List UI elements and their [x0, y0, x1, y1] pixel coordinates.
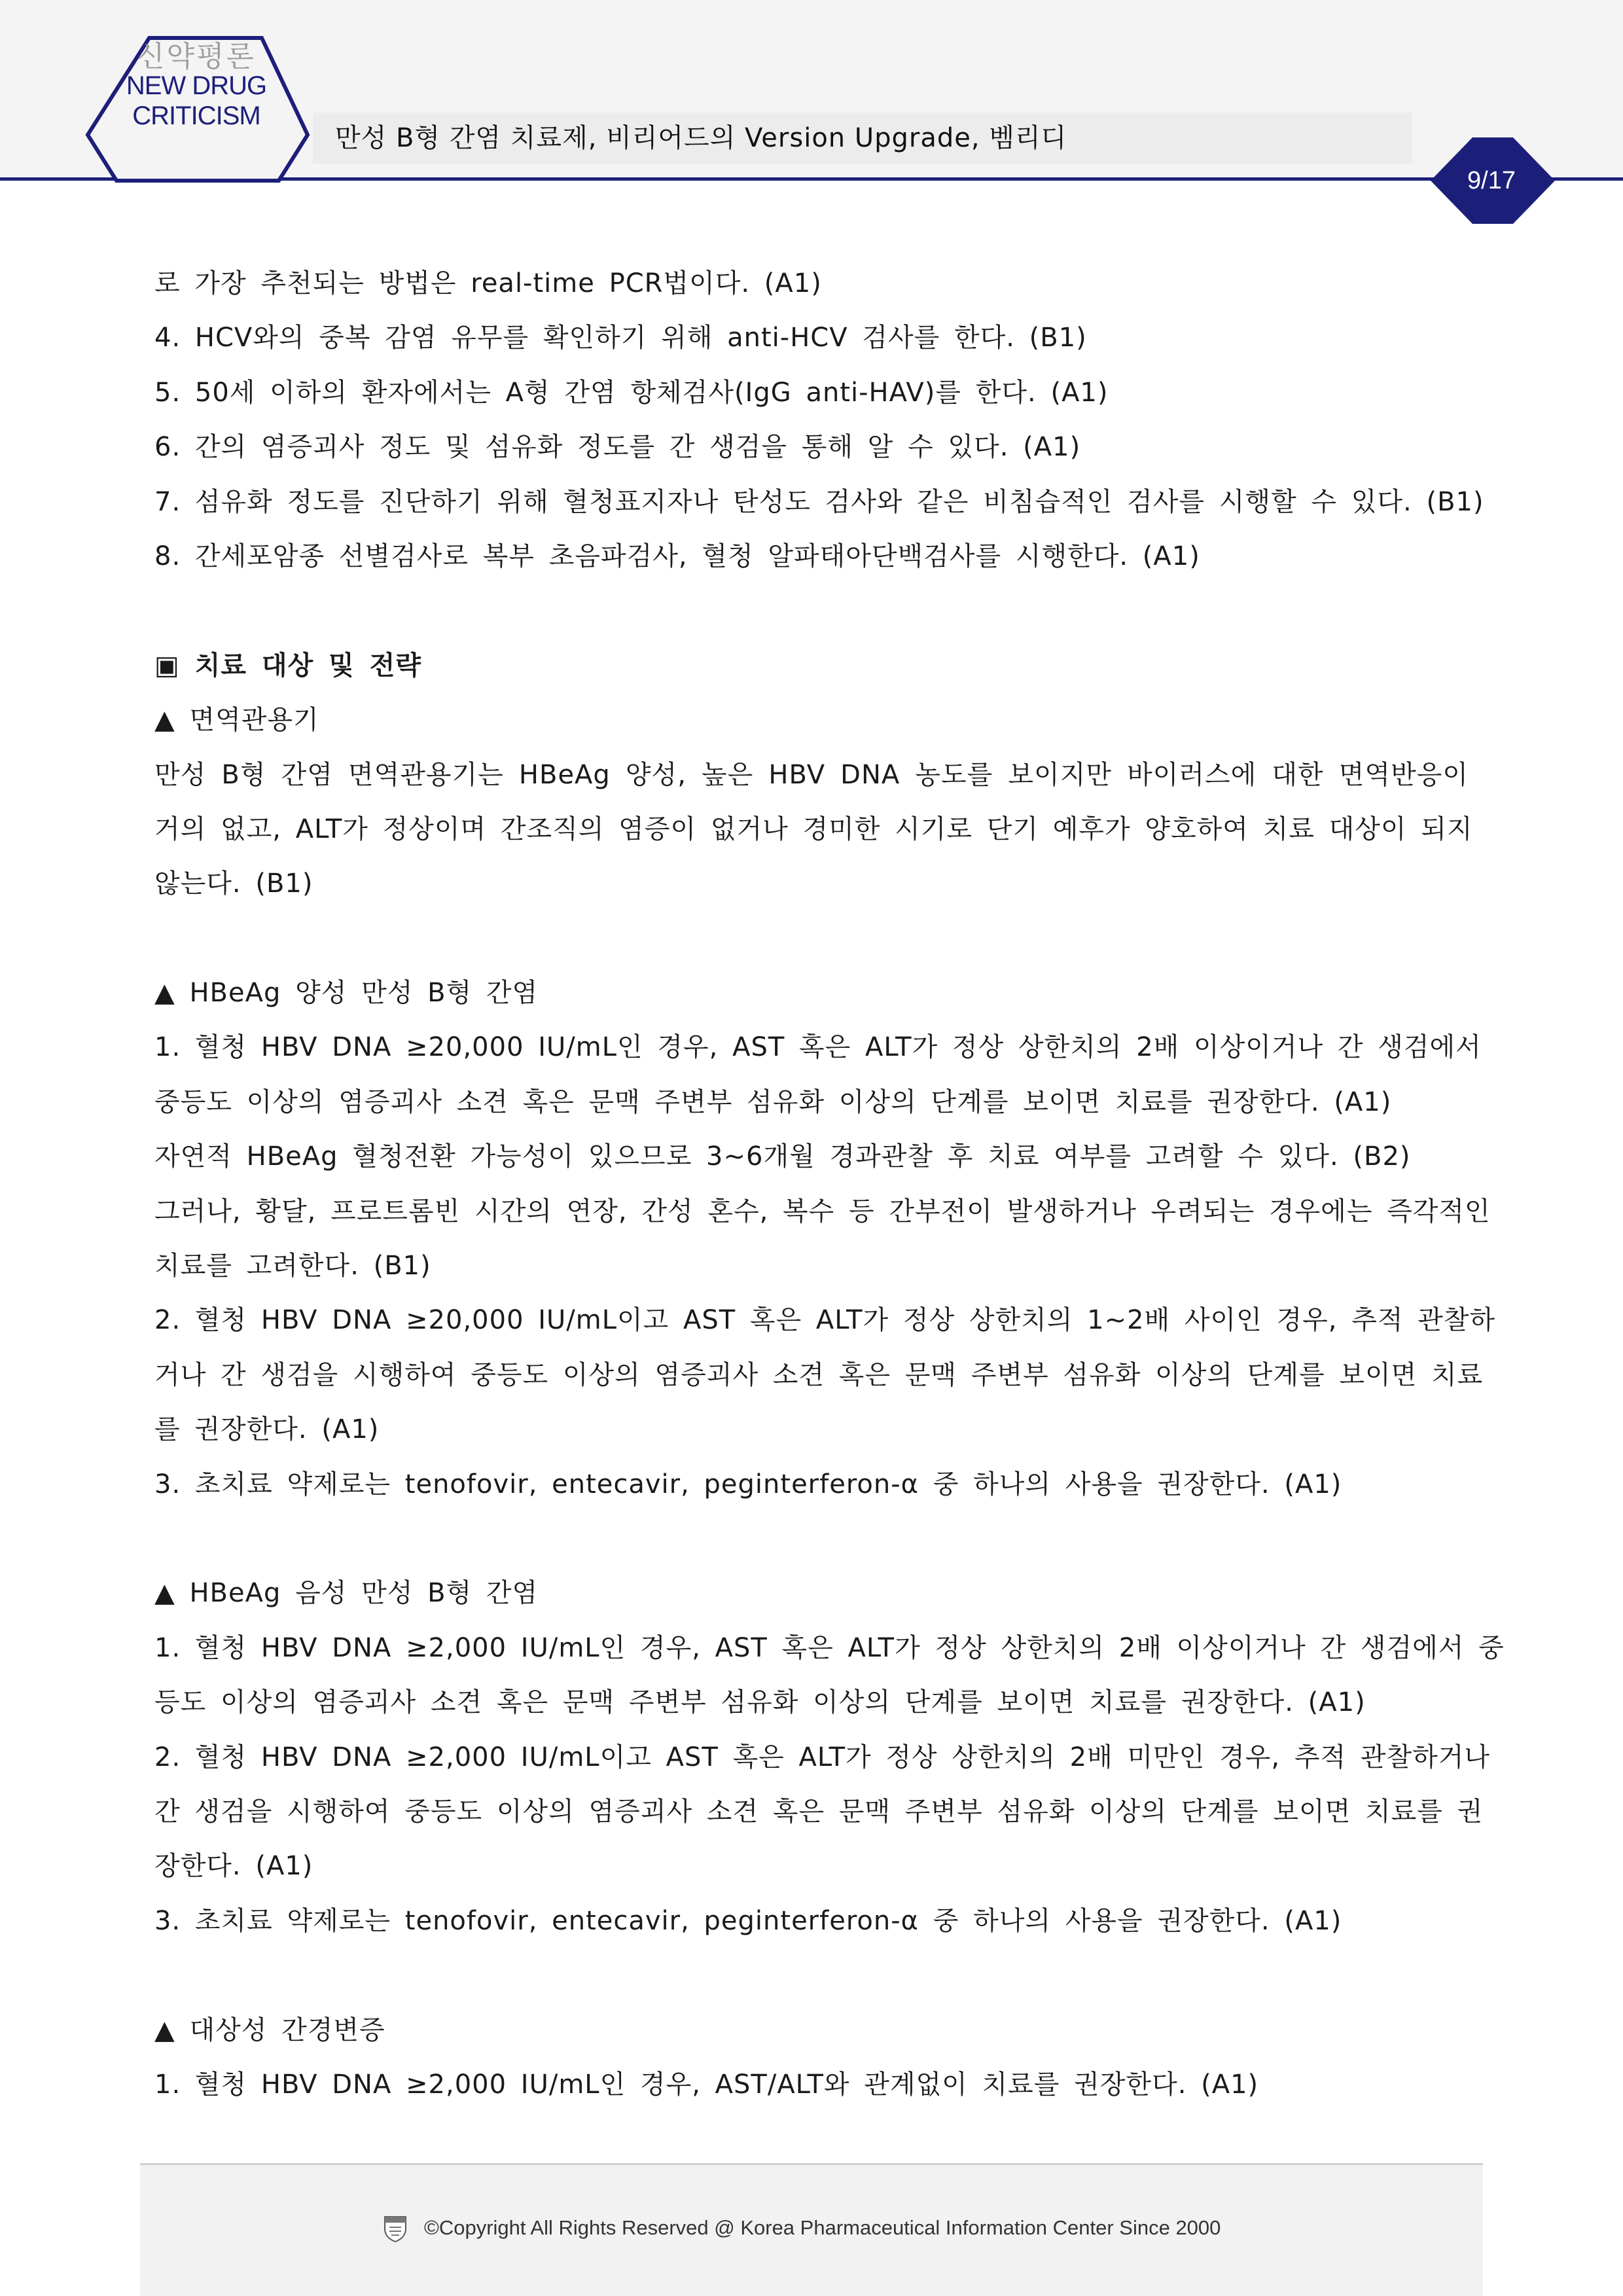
body-line: 1. 혈청 HBV DNA ≥20,000 IU/mL인 경우, AST 혹은 ALT가 정상 상한치의 2배 이상이거나 간 생검에서 — [154, 1032, 1482, 1063]
logo-korean-text: 신약평론 — [136, 40, 256, 73]
shield-emblem-icon — [382, 2214, 408, 2243]
body-line: 2. 혈청 HBV DNA ≥2,000 IU/mL이고 AST 혹은 ALT가 정상 상한치의 2배 미만인 경우, 추적 관찰하거나 — [154, 1742, 1491, 1772]
logo-english-text — [92, 71, 301, 131]
body-line: 치료를 고려한다. (B1) — [154, 1251, 431, 1282]
body-line: 그러나, 황달, 프로트롬빈 시간의 연장, 간성 혼수, 복수 등 간부전이 발생하거나 우려되는 경우에는 즉각적인 — [154, 1196, 1491, 1227]
body-line: 4. HCV와의 중복 감염 유무를 확인하기 위해 anti-HCV 검사를 한다. (B1) — [154, 323, 1087, 353]
subsection-heading: ▲ 대상성 간경변증 — [154, 2015, 385, 2045]
body-line: 거나 간 생검을 시행하여 중등도 이상의 염증괴사 소견 혹은 문맥 주변부 섬유화 이상의 단계를 보이면 치료 — [154, 1359, 1484, 1390]
body-line: 않는다. (B1) — [154, 869, 313, 899]
paragraph-gap — [154, 1948, 1469, 2003]
body-line: 로 가장 추천되는 방법은 real-time PCR법이다. (A1) — [154, 268, 822, 298]
body-line: 등도 이상의 염증괴사 소견 혹은 문맥 주변부 섬유화 이상의 단계를 보이면 치료를 권장한다. (A1) — [154, 1687, 1366, 1718]
body-line: 2. 혈청 HBV DNA ≥20,000 IU/mL이고 AST 혹은 ALT가 정상 상한치의 1~2배 사이인 경우, 추적 관찰하 — [154, 1305, 1496, 1336]
body-line: 1. 혈청 HBV DNA ≥2,000 IU/mL인 경우, AST 혹은 ALT가 정상 상한치의 2배 이상이거나 간 생검에서 중 — [154, 1632, 1505, 1663]
body-line: 8. 간세포암종 선별검사로 복부 초음파검사, 혈청 알파태아단백검사를 시행한다. (A1) — [154, 541, 1200, 571]
page-title: 만성 B형 간염 치료제, 비리어드의 Version Upgrade, 벰리디 — [335, 123, 1067, 153]
body-line: 7. 섬유화 정도를 진단하기 위해 혈청표지자나 탄성도 검사와 같은 비침습적인 검사를 시행할 수 있다. (B1) — [154, 486, 1484, 517]
document-body — [154, 257, 1505, 2112]
body-line: 3. 초치료 약제로는 tenofovir, entecavir, peginterferon-α 중 하나의 사용을 권장한다. (A1) — [154, 1469, 1342, 1499]
body-line: 만성 B형 간염 면역관용기는 HBeAg 양성, 높은 HBV DNA 농도를 보이지만 바이러스에 대한 면역반응이 — [154, 759, 1469, 790]
logo-line-2: CRITICISM — [132, 101, 260, 130]
body-line: 3. 초치료 약제로는 tenofovir, entecavir, peginterferon-α 중 하나의 사용을 권장한다. (A1) — [154, 1905, 1342, 1936]
section-heading: ▣ 치료 대상 및 전략 — [154, 650, 421, 681]
page-number: 9/17 — [1467, 167, 1516, 194]
logo-line-1: NEW DRUG — [126, 71, 267, 100]
body-line: 5. 50세 이하의 환자에서는 A형 간염 항체검사(IgG anti-HAV)를 한다. (A1) — [154, 377, 1109, 408]
body-line: 거의 없고, ALT가 정상이며 간조직의 염증이 없거나 경미한 시기로 단기 예후가 양호하여 치료 대상이 되지 — [154, 814, 1473, 844]
body-line: 장한다. (A1) — [154, 1851, 313, 1882]
footer-copyright: ©Copyright All Rights Reserved @ Korea Pharmaceutical Information Center Since 2000 — [424, 2216, 1221, 2239]
body-line: 자연적 HBeAg 혈청전환 가능성이 있으므로 3~6개월 경과관찰 후 치료 여부를 고려할 수 있다. (B2) — [154, 1141, 1411, 1172]
paragraph-gap — [154, 584, 1469, 638]
paragraph-gap — [154, 1512, 1469, 1566]
body-line: 6. 간의 염증괴사 정도 및 섬유화 정도를 간 생검을 통해 알 수 있다. (A1) — [154, 432, 1081, 463]
subsection-heading: ▲ HBeAg 양성 만성 B형 간염 — [154, 978, 539, 1009]
body-line: 간 생검을 시행하여 중등도 이상의 염증괴사 소견 혹은 문맥 주변부 섬유화 이상의 단계를 보이면 치료를 권 — [154, 1796, 1484, 1827]
body-line: 중등도 이상의 염증괴사 소견 혹은 문맥 주변부 섬유화 이상의 단계를 보이면 치료를 권장한다. (A1) — [154, 1086, 1392, 1117]
paragraph-gap — [154, 912, 1469, 966]
body-line: 1. 혈청 HBV DNA ≥2,000 IU/mL인 경우, AST/ALT와 관계없이 치료를 권장한다. (A1) — [154, 2069, 1259, 2100]
subsection-heading: ▲ 면역관용기 — [154, 705, 319, 736]
body-line: 를 권장한다. (A1) — [154, 1414, 380, 1445]
subsection-heading: ▲ HBeAg 음성 만성 B형 간염 — [154, 1578, 539, 1609]
